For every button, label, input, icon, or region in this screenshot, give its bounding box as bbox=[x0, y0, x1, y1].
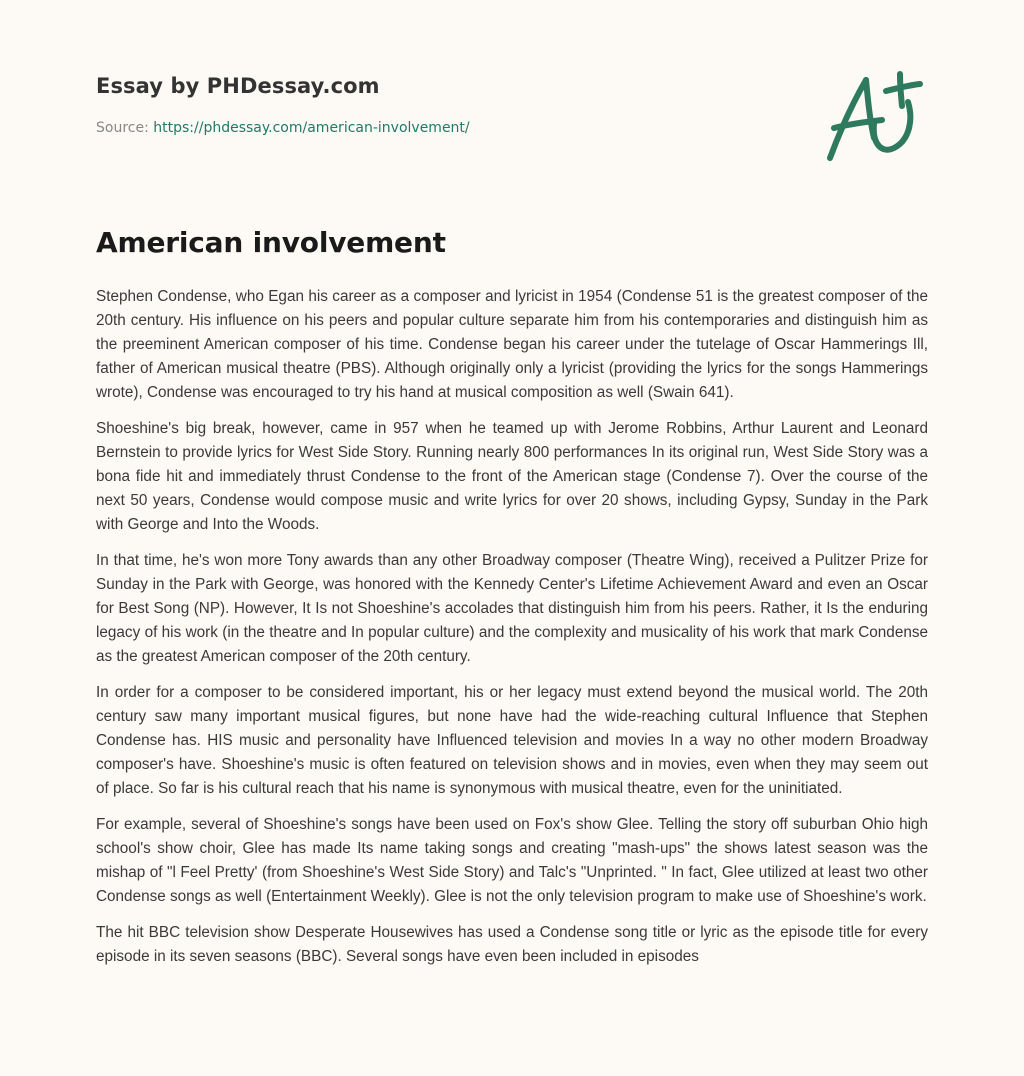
essay-paragraph: In order for a composer to be considered important, his or her legacy must extend beyond the musical world. The 20th century saw many important musical figures, but none have had the wide-reaching cultural Influence that Stephen Condense has. HIS music and personality have Influenced television and movies In a way no other modern Broadway composer's have. Shoeshine's music is often featured on television shows and in movies, even when they may seem out of place. So far is his cultural reach that his name is synonymous with musical theatre, even for the uninitiated. bbox=[96, 684, 928, 797]
source-line bbox=[96, 120, 928, 136]
page-header bbox=[96, 74, 928, 136]
essay-paragraph: Shoeshine's big break, however, came in 957 when he teamed up with Jerome Robbins, Arthur Laurent and Leonard Bernstein to provide lyrics for West Side Story. Running nearly 800 performances In its original run, West Side Story was a bona fide hit and immediately thrust Condense to the front of the American stage (Condense 7). Over the course of the next 50 years, Condense would compose music and write lyrics for over 20 shows, including Gypsy, Sunday in the Park with George and Into the Woods. bbox=[96, 420, 928, 533]
essay-paragraph: The hit BBC television show Desperate Housewives has used a Condense song title or lyric as the episode title for every episode in its seven seasons (BBC). Several songs have even been included in episodes bbox=[96, 924, 928, 965]
a-plus-grade-icon bbox=[822, 66, 932, 166]
source-link[interactable]: https://phdessay.com/american-involvement/ bbox=[153, 120, 470, 136]
essay-paragraph: For example, several of Shoeshine's songs have been used on Fox's show Glee. Telling the story off suburban Ohio high school's show choir, Glee has made Its name taking songs and creating "mash-ups" the shows latest season was the mishap of "l Feel Pretty' (from Shoeshine's West Side Story) and Talc's "Unprinted. " In fact, Glee utilized at least two other Condense songs as well (Entertainment Weekly). Glee is not the only television program to make use of Shoeshine's work. bbox=[96, 816, 928, 905]
source-label: Source: bbox=[96, 120, 149, 136]
essay-body bbox=[96, 285, 928, 981]
essay-paragraph: Stephen Condense, who Egan his career as a composer and lyricist in 1954 (Condense 51 is the greatest composer of the 20th century. His influence on his peers and popular culture separate him from his contemporaries and distinguish him as the preeminent American composer of his time. Condense began his career under the tutelage of Oscar Hammerings Ill, father of American musical theatre (PBS). Although originally only a lyricist (providing the lyrics for the songs Hammerings wrote), Condense was encouraged to try his hand at musical composition as well (Swain 641). bbox=[96, 288, 928, 401]
essay-paragraph: In that time, he's won more Tony awards than any other Broadway composer (Theatre Wing), received a Pulitzer Prize for Sunday in the Park with George, was honored with the Kennedy Center's Lifetime Achievement Award and even an Oscar for Best Song (NP). However, It Is not Shoeshine's accolades that distinguish him from his peers. Rather, it Is the enduring legacy of his work (in the theatre and In popular culture) and the complexity and musicality of his work that mark Condense as the greatest American composer of the 20th century. bbox=[96, 552, 928, 665]
site-title: Essay by PHDessay.com bbox=[96, 74, 380, 98]
essay-title: American involvement bbox=[96, 226, 446, 259]
